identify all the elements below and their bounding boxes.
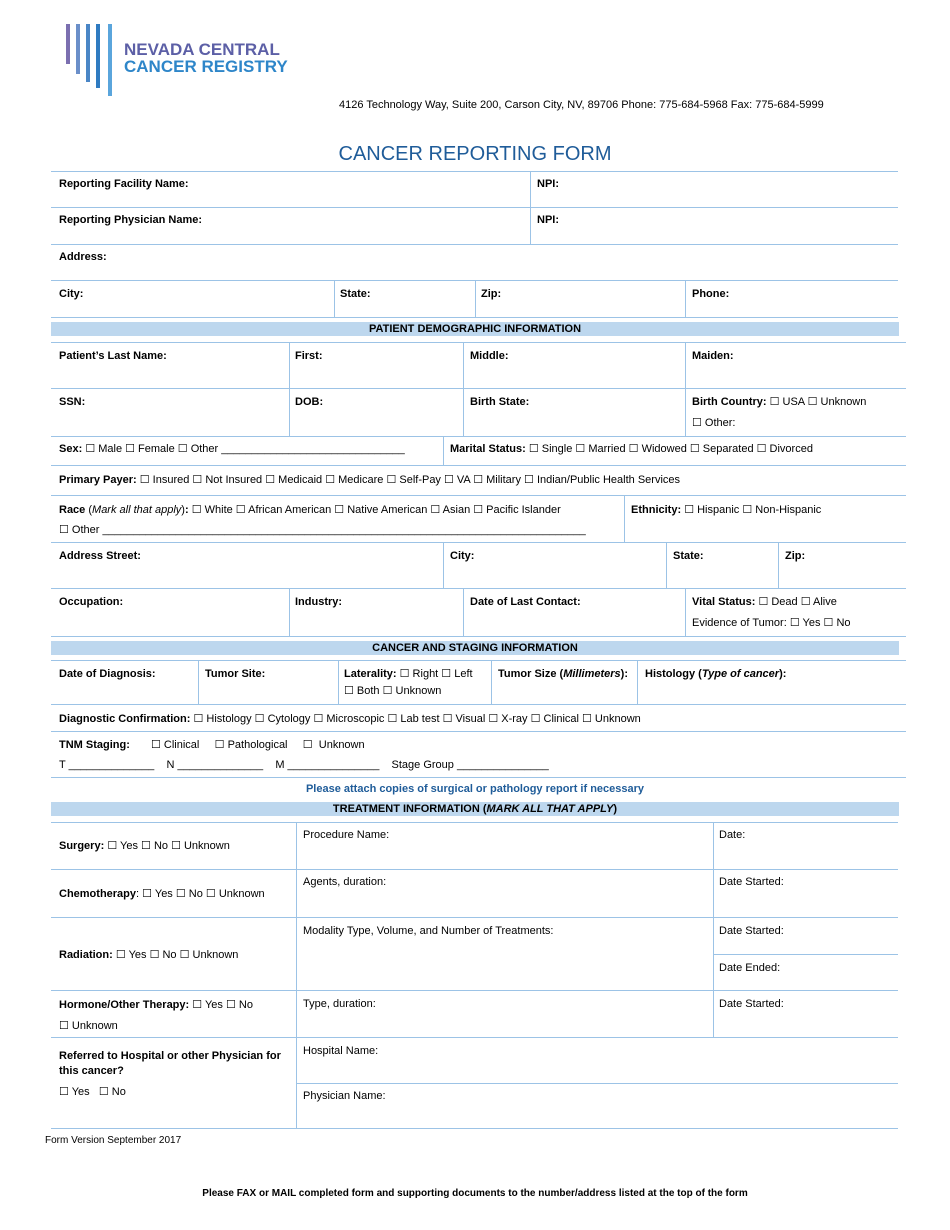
tnm-label: TNM Staging: [59, 739, 130, 751]
laterality-label: Laterality: [344, 668, 397, 680]
procedure-name-field[interactable]: Procedure Name: [303, 829, 390, 841]
referred-question-line2: this cancer? [59, 1065, 124, 1077]
last-contact-field[interactable]: Date of Last Contact: [470, 596, 581, 608]
logo-bars-icon [64, 24, 120, 96]
diagnosis-date-field[interactable]: Date of Diagnosis: [59, 668, 156, 680]
physician-npi-field[interactable]: NPI: [537, 214, 559, 226]
hormone-options[interactable]: ☐ Yes ☐ No [192, 999, 253, 1011]
logo-text-line2: CANCER REGISTRY [124, 57, 288, 76]
payer-label: Primary Payer: [59, 474, 137, 486]
sex-field[interactable] [59, 442, 405, 456]
form-title: CANCER REPORTING FORM [338, 143, 612, 165]
referred-options[interactable]: ☐ Yes ☐ No [59, 1086, 126, 1098]
tnm-values-line[interactable]: T ______________ N ______________ M _______________ Stage Group _______________ [59, 759, 549, 771]
physician-name-referral-field[interactable]: Physician Name: [303, 1090, 386, 1102]
birth-country-label: Birth Country: [692, 396, 767, 408]
demographics-header: PATIENT DEMOGRAPHIC INFORMATION [51, 322, 899, 336]
hormone-unknown-checkbox[interactable]: ☐ Unknown [59, 1020, 118, 1032]
staging-header: CANCER AND STAGING INFORMATION [51, 641, 899, 655]
race-label: Race [59, 504, 86, 516]
race-other-field[interactable]: ☐ Other _______________________________________________________________________________ [59, 524, 586, 536]
address-street-field[interactable]: Address Street: [59, 550, 141, 562]
facility-phone-field[interactable]: Phone: [692, 288, 730, 300]
hospital-name-field[interactable]: Hospital Name: [303, 1045, 379, 1057]
tumor-size-field[interactable]: Tumor Size (Millimeters): [498, 668, 628, 680]
race-note: Mark all that apply [92, 504, 182, 516]
first-name-field[interactable]: First: [295, 350, 323, 362]
facility-state-field[interactable]: State: [340, 288, 371, 300]
race-options[interactable]: ☐ White ☐ African American ☐ Native American ☐ Asian ☐ Pacific Islander [191, 504, 561, 516]
vital-options[interactable]: ☐ Dead ☐ Alive [758, 596, 837, 608]
radiation-date-started-field[interactable]: Date Started: [719, 925, 784, 937]
tumor-site-field[interactable]: Tumor Site: [205, 668, 266, 680]
marital-status-field[interactable] [450, 442, 813, 456]
facility-npi-field[interactable]: NPI: [537, 178, 559, 190]
marital-options[interactable]: ☐ Single ☐ Married ☐ Widowed ☐ Separated ☐ Divorced [528, 443, 813, 455]
hormone-label: Hormone/Other Therapy: [59, 999, 190, 1011]
chemo-label: Chemotherapy [59, 888, 137, 900]
ethnicity-options[interactable]: ☐ Hispanic ☐ Non-Hispanic [684, 504, 822, 516]
sex-label: Sex: [59, 443, 83, 455]
facility-city-field[interactable]: City: [59, 288, 84, 300]
patient-state-field[interactable]: State: [673, 550, 704, 562]
radiation-options[interactable]: ☐ Yes ☐ No ☐ Unknown [115, 949, 239, 961]
histology-field[interactable]: Histology (Type of cancer): [645, 668, 787, 680]
treatment-header: TREATMENT INFORMATION (MARK ALL THAT APPLY) [51, 802, 899, 816]
patient-zip-field[interactable]: Zip: [785, 550, 806, 562]
hormone-therapy-field[interactable] [59, 998, 253, 1012]
race-field[interactable]: Race (Mark all that apply): ☐ White ☐ African American ☐ Native American ☐ Asian ☐ Pacific Islander [59, 504, 561, 516]
birth-country-field[interactable] [692, 395, 866, 409]
hormone-date-started-field[interactable]: Date Started: [719, 998, 784, 1010]
vital-label: Vital Status: [692, 596, 756, 608]
modality-field[interactable]: Modality Type, Volume, and Number of Treatments: [303, 925, 554, 937]
birth-country-other-checkbox[interactable]: ☐ Other: [692, 417, 736, 429]
submission-instruction: Please FAX or MAIL completed form and supporting documents to the number/address listed at the top of the form [202, 1188, 748, 1199]
surgery-label: Surgery: [59, 840, 105, 852]
ssn-field[interactable]: SSN: [59, 396, 86, 408]
radiation-date-ended-field[interactable]: Date Ended: [719, 962, 781, 974]
laterality-field[interactable] [344, 667, 473, 681]
surgery-date-field[interactable]: Date: [719, 829, 746, 841]
facility-zip-field[interactable]: Zip: [481, 288, 502, 300]
patient-city-field[interactable]: City: [450, 550, 475, 562]
marital-label: Marital Status: [450, 443, 526, 455]
chemo-date-started-field[interactable]: Date Started: [719, 876, 784, 888]
middle-name-field[interactable]: Middle: [470, 350, 509, 362]
logo-text-line1: NEVADA CENTRAL [124, 40, 280, 59]
registry-logo [64, 24, 334, 96]
industry-field[interactable]: Industry: [295, 596, 343, 608]
dob-field[interactable]: DOB: [295, 396, 324, 408]
occupation-field[interactable]: Occupation: [59, 596, 124, 608]
chemotherapy-field[interactable] [59, 887, 265, 901]
birth-country-options[interactable]: ☐ USA ☐ Unknown [769, 396, 867, 408]
sex-options[interactable]: ☐ Male ☐ Female ☐ Other ______________________________ [85, 443, 405, 455]
chemo-options[interactable]: : ☐ Yes ☐ No ☐ Unknown [136, 888, 265, 900]
surgery-options[interactable]: ☐ Yes ☐ No ☐ Unknown [107, 840, 230, 852]
birth-state-field[interactable]: Birth State: [470, 396, 530, 408]
laterality-options-2[interactable]: ☐ Both ☐ Unknown [344, 685, 442, 697]
facility-name-field[interactable]: Reporting Facility Name: [59, 178, 189, 190]
ethnicity-field[interactable] [631, 503, 821, 517]
dx-confirm-options[interactable]: ☐ Histology ☐ Cytology ☐ Microscopic ☐ Lab test ☐ Visual ☐ X-ray ☐ Clinical ☐ Unknown [193, 713, 641, 725]
vital-status-field[interactable] [692, 595, 837, 609]
type-duration-field[interactable]: Type, duration: [303, 998, 376, 1010]
diagnostic-confirmation-field[interactable] [59, 712, 641, 726]
last-name-field[interactable]: Patient’s Last Name: [59, 350, 167, 362]
radiation-field[interactable] [59, 948, 238, 962]
primary-payer-field[interactable] [59, 473, 680, 487]
agents-duration-field[interactable]: Agents, duration: [303, 876, 387, 888]
physician-name-field[interactable]: Reporting Physician Name: [59, 214, 203, 226]
facility-address-field[interactable]: Address: [59, 251, 107, 263]
form-version: Form Version September 2017 [45, 1135, 182, 1146]
laterality-options-1[interactable]: ☐ Right ☐ Left [399, 668, 473, 680]
referred-question-line1: Referred to Hospital or other Physician for [59, 1050, 281, 1062]
tnm-options[interactable]: ☐ Clinical ☐ Pathological ☐ Unknown [151, 739, 365, 751]
attach-report-note: Please attach copies of surgical or pathology report if necessary [305, 783, 645, 795]
evidence-of-tumor-field[interactable]: Evidence of Tumor: ☐ Yes ☐ No [692, 617, 851, 629]
surgery-field[interactable] [59, 839, 230, 853]
payer-options[interactable]: ☐ Insured ☐ Not Insured ☐ Medicaid ☐ Medicare ☐ Self-Pay ☐ VA ☐ Military ☐ Indian/Public Health Services [139, 474, 681, 486]
maiden-name-field[interactable]: Maiden: [692, 350, 734, 362]
radiation-label: Radiation: [59, 949, 113, 961]
dx-confirm-label: Diagnostic Confirmation: [59, 713, 191, 725]
registry-address: 4126 Technology Way, Suite 200, Carson City, NV, 89706 Phone: 775-684-5968 Fax: 775-684-5999 [339, 99, 824, 111]
ethnicity-label: Ethnicity: [631, 504, 682, 516]
